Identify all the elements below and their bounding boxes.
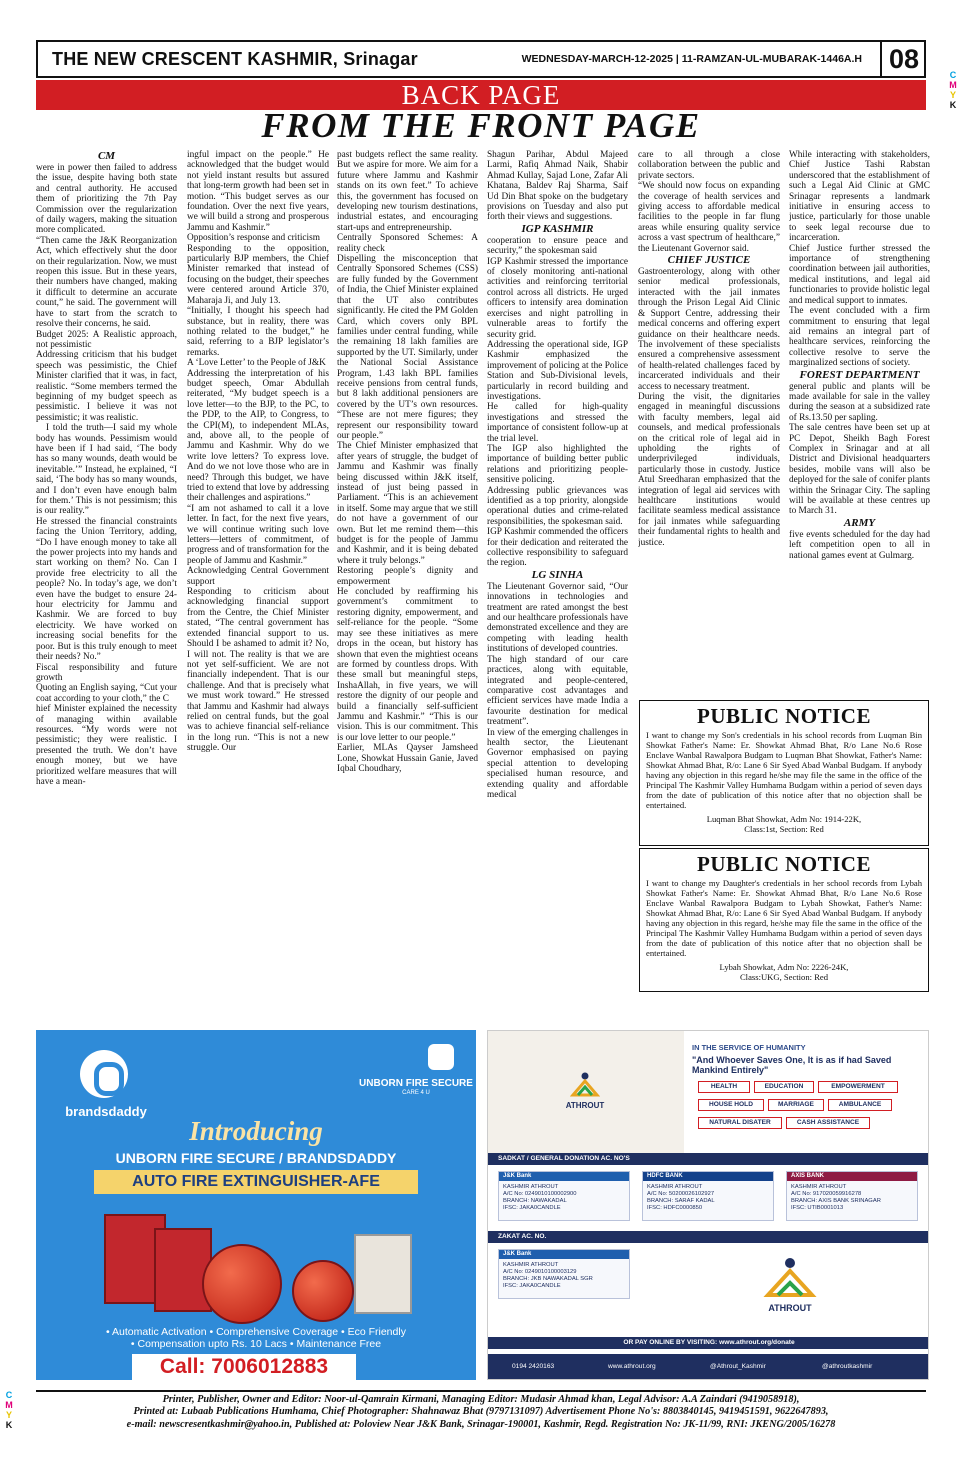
athrout-logo-text: ATHROUT bbox=[565, 1101, 605, 1110]
pay-online-link[interactable]: OR PAY ONLINE BY VISITING: www.athrout.org/donate bbox=[488, 1337, 929, 1349]
bank-name: J&K Bank bbox=[499, 1250, 629, 1259]
bank-card-axis bbox=[786, 1171, 918, 1221]
masthead bbox=[36, 40, 926, 78]
story-head-army: ARMY bbox=[843, 516, 876, 529]
paragraph: “I am not ashamed to call it a love letter. In fact, for the next five years, we will continue writing such love letters—letters of commitment, of progress and of transformation for the people of Jammu and Kashmir.” bbox=[187, 503, 329, 566]
chip-cash-assistance: CASH ASSISTANCE bbox=[786, 1117, 870, 1129]
account-line: IFSC: JAKA0CANDLE bbox=[503, 1205, 561, 1211]
notice-signature: Lybah Showkat, Adm No: 2226-24K, bbox=[719, 962, 849, 972]
paragraph: The IGP also highlighted the importance of building better public relations and prioritizing people-sensitive policing. bbox=[487, 443, 628, 486]
subhead: Fiscal responsibility and future growth bbox=[36, 662, 177, 683]
column-6 bbox=[789, 150, 930, 698]
column-3 bbox=[337, 150, 478, 1028]
page-title: FROM THE FRONT PAGE bbox=[261, 106, 701, 145]
notice-body: I want to change my Son's credentials in his school records from Luqman Bin Showkat Father's Name: Er. Showkat Ahmad Bhat, R/o Lane No.6 Rose Enclave Wanbal Rawalpora Budgam to Luqman Bhat Showkat, Father's Name: Showkat Ahmad Bhat, R/o: Lane 6 Sir Syed Abad Wanbal Budgam. If anybody having any objection in this regard he/she may file the same in the office of the Principal The Kashmir Valley Humhama Budgam within a period of seven days from the date of publication of this notice after that no objection shall be entertained. bbox=[646, 730, 922, 810]
account-line: BRANCH: SARAF KADAL bbox=[647, 1198, 715, 1204]
paragraph: Dispelling the misconception that Centrally Sponsored Schemes (CSS) are fully funded by the Government of India, the Chief Minister explained that the UT also contributes significantly. He cited the PM Golden Card, which covers only BPL families under central funding, while the remaining 18 lakh families are supported by the UT. Similarly, under the National Social Assistance Program, 1.43 lakh BPL families receive pensions from central funds, but 8 lakh additional pensioners are covered by the UT’s own resources. “These are not mere figures; they represent our responsibility toward our people.” bbox=[337, 254, 478, 441]
paragraph: He called for high-quality investigations and stressed the importance of consistent follow-up at the trial level. bbox=[487, 402, 628, 444]
paragraph: “We should now focus on expanding the coverage of health services and giving access to affordable medical facilities to the people in far flung areas while ensuring quality service across a vast spectrum of healthcare,” the Lieutenant Governor said. bbox=[638, 181, 780, 254]
subhead: Acknowledging Central Government support bbox=[187, 566, 329, 587]
subhead: Centrally Sponsored Schemes: A reality check bbox=[337, 233, 478, 254]
account-line: BRANCH: JKB NAWAKADAL SGR bbox=[503, 1276, 593, 1282]
twitter-handle[interactable]: @Athrout_Kashmir bbox=[710, 1363, 766, 1370]
story-head-igp-kashmir: IGP KASHMIR bbox=[521, 222, 594, 235]
paragraph: Quoting an English saying, “Cut your coat according to your cloth,” the C bbox=[36, 683, 177, 704]
imprint-line-3: e-mail: newscresentkashmir@yahoo.in, Published at: Poloview Near J&K Bank, Srinagar-190001, Kashmir, Regd. Registration No: JK-11/99, RNI: JKENG/2005/16278 bbox=[126, 1418, 836, 1430]
chip-empowerment: EMPOWERMENT bbox=[818, 1081, 898, 1093]
account-line: BRANCH: NAWAKADAL bbox=[503, 1198, 567, 1204]
service-line: IN THE SERVICE OF HUMANITY bbox=[692, 1043, 806, 1052]
paragraph: Shagun Parihar, Abdul Majeed Larmi, Rafiq Ahmad Naik, Shabir Ahmad Kullay, Sajad Lone, Zafar Ali Khatana, Baldev Raj Sharma, Saif Ud Din Bhat spoke on the budgetary provisions on Tuesday and also put forth their views and suggestions. bbox=[487, 150, 628, 223]
ad-quote: "And Whoever Saves One, It is as if had Saved Mankind Entirely" bbox=[692, 1055, 892, 1075]
bank-card-hdfc bbox=[642, 1171, 774, 1221]
subhead: A ‘Love Letter’ to the People of J&K bbox=[187, 358, 326, 369]
product-leaflet-icon bbox=[354, 1234, 412, 1314]
paragraph: Addressing the operational side, IGP Kashmir emphasized the improvement of policing at the Police Station and Sub-Divisional levels, particularly in record building and investigations. bbox=[487, 339, 628, 402]
cmyk-m: M bbox=[949, 80, 957, 90]
paragraph: He stressed the financial constraints facing the Union Territory, adding, “Do I have enough money to take all the power projects into my hands and start working on them? No. Can I provide free electricity to all the people? No. In today’s age, we don’t even have the budget to ensure 24-hour electricity for Jammu and Kashmir. We are forced to buy electricity. We have worked on increasing social benefits for the poor. But is this truly enough to meet their needs? No.” bbox=[36, 516, 177, 663]
extinguisher-product-image bbox=[96, 1206, 416, 1328]
notice-signature: Luqman Bhat Showkat, Adm No: 1914-22K, bbox=[706, 814, 862, 824]
bank-name: J&K Bank bbox=[499, 1172, 629, 1181]
paragraph: hief Minister explained the necessity of managing within available resources. “My words were not pessimistic; they were realistic. I presented the truth. We don’t have enough money, but we have prioritized welfare measures that will have a mean- bbox=[36, 704, 177, 787]
paragraph: Responding to the opposition, particularly BJP members, the Chief Minister remarked that instead of focusing on the budget, their speeches were centered around Article 370, Maharaja Ji, and July 13. bbox=[187, 243, 329, 306]
column-5 bbox=[638, 150, 780, 698]
bank-name: HDFC BANK bbox=[643, 1172, 773, 1181]
paragraph: During the visit, the dignitaries engaged in meaningful discussions with faculty members, legal aid counsels, and medical professionals on the critical role of legal aid in upholding the rights of underprivileged individuals, particularly those in custody. Justice Atul Sreedharan emphasized that the integration of legal aid services with healthcare institutions would facilitate seamless medical assistance for jail inmates while safeguarding their fundamental rights to health and justice. bbox=[638, 391, 780, 548]
ad-product-name: AUTO FIRE EXTINGUISHER-AFE bbox=[94, 1170, 418, 1194]
instagram-handle[interactable]: @athroutkashmir bbox=[822, 1363, 873, 1370]
story-head-lg-sinha: LG SINHA bbox=[531, 568, 584, 581]
account-line: A/C No: 0249010100002900 bbox=[503, 1191, 577, 1197]
zakat-heading: ZAKAT AC. NO. bbox=[488, 1231, 929, 1243]
paragraph: Earlier, MLAs Qayser Jamsheed Lone, Showkat Hussain Ganie, Javed Iqbal Choudhary, bbox=[337, 743, 478, 774]
imprint-line-1: Printer, Publisher, Owner and Editor: Noor-ul-Qamrain Kirmani, Managing Editor: Mudasir Ahmad khan, Legal Advisor: A.A Zaindari (9419058918), bbox=[162, 1394, 800, 1405]
notice-class: Class:UKG, Section: Red bbox=[739, 972, 829, 982]
paragraph: The Lieutenant Governor said, “Our innovations in technologies and treatment are rated amongst the best and our healthcare professionals have demonstrated excellence and they are competing with leading health institutions of developed countries. bbox=[487, 581, 628, 655]
notice-body: I want to change my Daughter's credentials in her school records from Lybah Showkat Father's Name: Er. Showkat Ahmad Bhat, R/o Lane No.6 Rose Enclave Wanbal Rawalpora Budgam to Lybah Showkat, Father's Name: Showkat Ahmad Bhat, R/o: Lane 6 Sir Syed Abad Wanbal Budgam. If anybody having any objection in this regard, he/she may file the same in the office of the Principal The Kashmir Valley Humhama Budgam within a period of seven days from the date of publication of this notice after that no objection shall be entertained. bbox=[646, 878, 922, 958]
paragraph: five events scheduled for the day had left competition open to all in national games event at Gulmarg. bbox=[789, 529, 930, 561]
cmyk-c: C bbox=[5, 1390, 13, 1400]
cmyk-m: M bbox=[5, 1400, 13, 1410]
paragraph: IGP Kashmir commended the officers for their dedication and reiterated the collective responsibility to safeguard the region. bbox=[487, 527, 628, 569]
story-head-forest-department: FOREST DEPARTMENT bbox=[799, 368, 920, 381]
story-head-chief-justice: CHIEF JUSTICE bbox=[667, 254, 751, 267]
ad-features-1: • Automatic Activation • Comprehensive Coverage • Eco Friendly bbox=[106, 1326, 406, 1338]
chip-ambulance: AMBULANCE bbox=[828, 1099, 892, 1111]
paragraph: The Chief Minister emphasized that after years of struggle, the budget of Jammu and Kashmir was finally being discussed within J&K itself, instead of just being passed in Parliament. “This is an achievement in itself. Some may argue that we still do not have a government of our own. But let me remind them—this budget is for the people of Jammu and Kashmir, and it is being debated where it truly belongs.” bbox=[337, 441, 478, 566]
paragraph: general public and plants will be made available for sale in the valley during the season at a subsidized rate of Rs.13.50 per sapling. bbox=[789, 381, 930, 423]
chip-health: HEALTH bbox=[698, 1081, 750, 1093]
cmyk-y: Y bbox=[5, 1410, 12, 1420]
paragraph: Addressing public grievances was identified as a top priority, alongside operational duties and crime-related responsibilities, the spokesman said. bbox=[487, 485, 628, 527]
section-banner: BACK PAGE bbox=[36, 80, 926, 110]
fire-extinguisher-ad[interactable] bbox=[36, 1030, 476, 1380]
paragraph: I told the truth—I said my whole body has wounds. Pessimism would have been if I had said, ‘The body has so many wounds, death would be inevitable.’” Instead, he explained, “I said, ‘The body has so many wounds, and I don’t even have enough balm for them.’ This is not pessimism; this is our reality.” bbox=[36, 423, 177, 517]
notice-class: Class:1st, Section: Red bbox=[744, 824, 824, 834]
chip-household: HOUSE HOLD bbox=[698, 1099, 764, 1111]
column-4 bbox=[487, 150, 628, 1028]
account-line: KASHMIR ATHROUT bbox=[503, 1262, 559, 1268]
paragraph: ingful impact on the people.” He acknowledged that the budget would not yield instant results but assured that long-term growth had been set in motion. “This budget serves as our foundation. Over the next five years, we will build a strong and prosperous Jammu and Kashmir.” bbox=[187, 150, 329, 233]
athrout-logo-icon bbox=[760, 1255, 820, 1303]
cmyk-strip-top bbox=[946, 70, 960, 110]
athrout-logo-icon bbox=[570, 1071, 600, 1099]
athrout-contact-footer bbox=[488, 1354, 929, 1380]
subhead: Budget 2025: A Realistic approach, not pessimistic bbox=[36, 329, 177, 350]
story-head-cm: CM bbox=[97, 150, 116, 162]
paragraph: care to all through a close collaboration between the public and private sectors. bbox=[638, 150, 780, 181]
account-line: IFSC: JAKA0CANDLE bbox=[503, 1283, 561, 1289]
sadkat-heading: SADKAT / GENERAL DONATION AC. NO'S bbox=[488, 1153, 929, 1165]
column-1 bbox=[36, 150, 177, 1028]
phone-number[interactable]: 0194 2420163 bbox=[512, 1363, 555, 1370]
ad-intro: Introducing bbox=[189, 1116, 323, 1146]
paragraph: were in power then failed to address the issue, despite having both state and central authority. He accused them of prioritizing the 7th Pay Commission over the regularization of daily wagers, making the situation more complicated. bbox=[36, 163, 177, 236]
cmyk-y: Y bbox=[949, 90, 956, 100]
cmyk-strip-bottom bbox=[2, 1390, 16, 1430]
paragraph: The high standard of our care practices, along with equitable, integrated and people-centered, comparative cost advantages and efficient services have made India a favourite destination for medical treatment”. bbox=[487, 654, 628, 728]
paragraph: Chief Justice further stressed the importance of strengthening coordination between jail authorities, medical institutions, and legal aid functionaries to provide holistic legal and medical support to inmates. bbox=[789, 243, 930, 306]
athrout-donation-ad[interactable] bbox=[487, 1030, 929, 1380]
paragraph: He concluded by reaffirming his government’s commitment to restoring dignity, empowerment, and self-reliance for the people. “Some may see these initiatives as mere drops in the ocean, but history has shown that even the mightiest oceans are formed by countless drops. With these small but meaningful steps, InshaAllah, in five years, we will restore the dignity of our people and build a financially self-sufficient Jammu and Kashmir.” “This is our vision. This is our commitment. This is our love letter to our people.” bbox=[337, 587, 478, 743]
cmyk-k: K bbox=[5, 1420, 13, 1430]
brand-a-name: brandsdaddy bbox=[65, 1104, 147, 1119]
account-line: IFSC: UTIB0001013 bbox=[791, 1205, 844, 1211]
paragraph: Responding to criticism about acknowledging financial support from the Centre, the Chief Minister stated, “The central government has extended financial support to us. Should I be ashamed to admit it? No, I will not. The reality is that we are not yet self-sufficient. We are not financially independent. That is our challenge. And that is precisely what we must work toward.” He stressed that Jammu and Kashmir had always relied on central funds, but the goal was to achieve financial self-reliance in the long run. “This is not a new struggle. Our bbox=[187, 587, 329, 754]
athrout-logo-text: ATHROUT bbox=[768, 1303, 812, 1313]
subhead: Opposition’s response and criticism bbox=[187, 233, 320, 244]
paragraph: cooperation to ensure peace and security,” the spokesman said bbox=[487, 235, 628, 257]
bank-card-zakat bbox=[498, 1249, 630, 1299]
ad-call-number[interactable]: Call: 7006012883 bbox=[132, 1354, 356, 1380]
chip-marriage: MARRIAGE bbox=[768, 1099, 824, 1111]
athrout-logo-tile bbox=[488, 1031, 684, 1153]
subhead: Restoring people’s dignity and empowerment bbox=[337, 566, 478, 587]
extinguisher-ball-icon bbox=[292, 1260, 354, 1322]
account-line: KASHMIR ATHROUT bbox=[647, 1184, 703, 1190]
bank-card-jk bbox=[498, 1171, 630, 1221]
cmyk-k: K bbox=[949, 100, 957, 110]
paragraph: Addressing the interpretation of his budget speech, Omar Abdullah reiterated, “My budget speech is a love letter—to the BJP, to the PC, to the PDP, to the AIP, to Congress, to the CPI(M), to independent MLAs, and, above all, to the people of Jammu and Kashmir. Why do we write love letters? To express love. And do we not love those who are in need? Through this budget, we have tried to extend that love by addressing their challenges and aspirations.” bbox=[187, 368, 329, 504]
column-2 bbox=[187, 150, 329, 1028]
bank-name: AXIS BANK bbox=[787, 1172, 917, 1181]
chip-education: EDUCATION bbox=[754, 1081, 814, 1093]
paragraph: “Then came the J&K Reorganization Act, which effectively shut the door on their regularization. Now, we must reopen this issue. But in these years, their numbers have changed, making it difficult to determine an accurate count,” he said. The government will have to start from the scratch to resolve their concerns, he said. bbox=[36, 235, 177, 330]
fire-secure-shield-icon bbox=[428, 1044, 454, 1070]
paper-name: THE NEW CRESCENT KASHMIR, Srinagar bbox=[52, 48, 418, 69]
page-number: 08 bbox=[880, 40, 926, 78]
notice-title: PUBLIC NOTICE bbox=[697, 852, 871, 876]
brandsdaddy-logo-icon bbox=[80, 1050, 128, 1098]
paragraph: Addressing criticism that his budget speech was pessimistic, the Chief Minister clarified that it was, in fact, realistic. “Some members termed the beginning of my budget speech as pessimistic. I believe it was not pessimistic; it was realistic. bbox=[36, 350, 177, 423]
brand-b-name: UNBORN FIRE SECURE bbox=[359, 1078, 473, 1089]
account-line: A/C No: 917020059916278 bbox=[791, 1191, 862, 1197]
paragraph: While interacting with stakeholders, Chief Justice Tashi Rabstan underscored that the establishment of such a Legal Aid Clinic at GMC Srinagar represents a landmark initiative in ensuring access to justice, particularly for those unable to seek legal recourse due to incarceration. bbox=[789, 150, 930, 244]
cmyk-c: C bbox=[949, 70, 957, 80]
ad-features-2: • Compensation upto Rs. 10 Lacs • Maintenance Free bbox=[130, 1338, 382, 1350]
public-notice-2 bbox=[639, 848, 929, 992]
public-notice-1 bbox=[639, 700, 929, 846]
website-link[interactable]: www.athrout.org bbox=[608, 1363, 656, 1370]
ad-brands-line: UNBORN FIRE SECURE / BRANDSDADDY bbox=[115, 1150, 397, 1166]
paragraph: “Initially, I thought his speech had substance, but in reality, there was nothing related to the budget,” he said, referring to a BJP legislator’s remarks. bbox=[187, 306, 329, 358]
account-line: IFSC: HDFC0000850 bbox=[647, 1205, 703, 1211]
dateline: WEDNESDAY-MARCH-12-2025 | 11-RAMZAN-UL-MUBARAK-1446A.H bbox=[521, 53, 862, 65]
paragraph: past budgets reflect the same reality. But we aspire for more. We aim for a future where Jammu and Kashmir stands on its own feet.” To achieve this, the government has focused on developing new tourism destinations, industrial estates, and encouraging start-ups and entrepreneurship. bbox=[337, 150, 478, 233]
paragraph: IGP Kashmir stressed the importance of closely monitoring anti-national activities and reinforcing territorial control across all districts. He urged officers to intensify area domination exercises and night patrolling in vulnerable areas to fortify the security grid. bbox=[487, 256, 628, 340]
account-line: KASHMIR ATHROUT bbox=[791, 1184, 847, 1190]
account-line: KASHMIR ATHROUT bbox=[503, 1184, 559, 1190]
paragraph: The event concluded with a firm commitment to ensuring that legal aid remains an integral part of healthcare services, reinforcing the collective resolve to serve the marginalized sections of society. bbox=[789, 306, 930, 369]
paragraph: The sale centres have been set up at PC Depot, Sheikh Bagh Forest Complex in Srinagar and at all District and Divisional headquarters besides, mobile vans will also be deployed for the sale of conifer plants within the Srinagar City. The sapling will be available at these centres up to March 31. bbox=[789, 423, 930, 517]
brand-b-tagline: CARE 4 U bbox=[402, 1090, 430, 1096]
extinguisher-ball-icon bbox=[202, 1244, 282, 1324]
account-line: A/C No: 50200026102927 bbox=[647, 1191, 715, 1197]
account-line: BRANCH: AXIS BANK SRINAGAR bbox=[791, 1198, 881, 1204]
notice-title: PUBLIC NOTICE bbox=[697, 704, 871, 728]
chip-natural-disaster: NATURAL DISATER bbox=[698, 1117, 782, 1129]
paragraph: In view of the emerging challenges in health sector, the Lieutenant Governor emphasised on paying special attention to developing specialised human resource, and extending quality and affordable medical bbox=[487, 727, 628, 800]
imprint-line-2: Printed at: Lubaab Publications Humhama, Chief Photographer: Shahnawaz Bhat (9797131097) Advertisement Phone No's: 8803840145, 9419451591, 9622647893, bbox=[133, 1406, 829, 1418]
imprint bbox=[36, 1390, 926, 1431]
account-line: A/C No: 0249010100003129 bbox=[503, 1269, 577, 1275]
paragraph: Gastroenterology, along with other senior medical professionals, interacted with the jail inmates through the Prison Legal Aid Clinic & Support Centre, addressing their medical concerns and offering expert guidance on their healthcare needs. The involvement of these specialists ensured a comprehensive assessment of health-related challenges faced by incarcerated individuals and their access to necessary treatment. bbox=[638, 267, 780, 392]
